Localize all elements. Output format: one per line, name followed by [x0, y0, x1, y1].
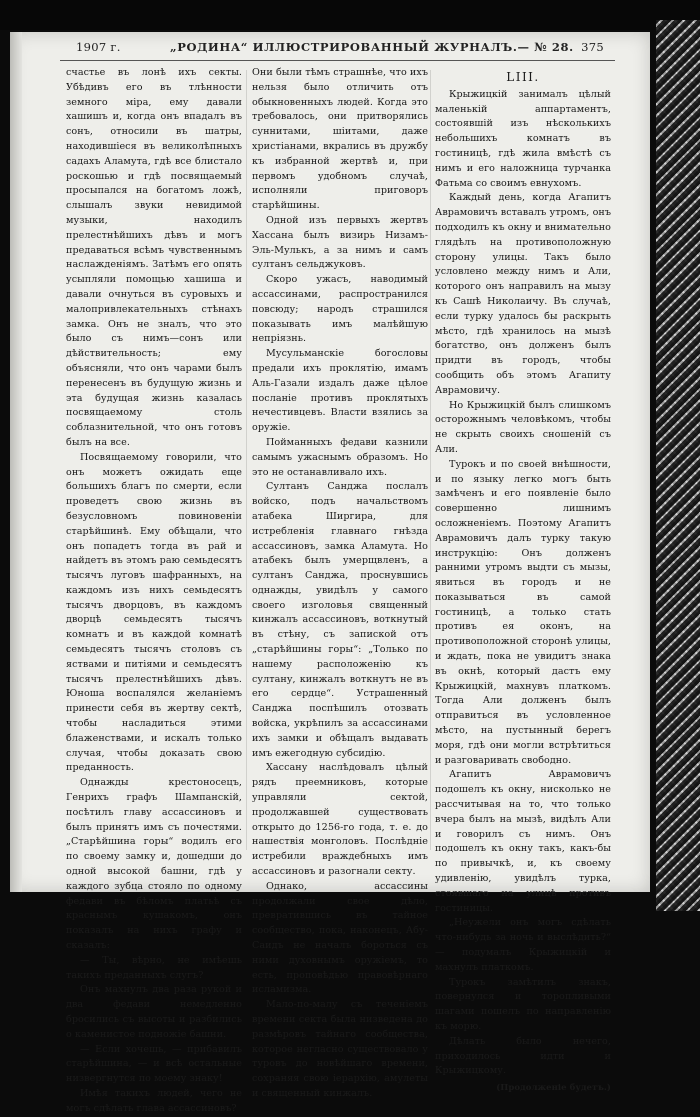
paragraph: — Если хочешь, — прибавилъ старѣйшина, — и всѣ остальные низвергнутся по моему знаку! [66, 1043, 242, 1085]
paragraph: Онъ махнулъ два раза рукой и два федави немедленно бросились съ высоты и разбились о каменистое подножіе башни. [66, 984, 242, 1040]
column-separator [246, 70, 247, 850]
text-column-2 [252, 66, 428, 1102]
paragraph: Агапитъ Аврамовичъ подошелъ къ окну, нисколько не рассчитывая на то, что только вчера былъ на мызѣ, видѣлъ Али и говорилъ съ нимъ. Онъ подошелъ къ окну такъ, какъ-бы по привычкѣ, и, къ своему удивленію, увидѣлъ турка, стоявшаго на улицѣ противъ гостиницы. [435, 769, 611, 914]
paragraph: Но Крыжицкій былъ слишкомъ осторожнымъ человѣкомъ, чтобы не скрыть своихъ сношеній съ Али. [435, 399, 611, 455]
header-year: 1907 г. [76, 40, 121, 54]
paragraph: Турокъ и по своей внѣшности, и по языку легко могъ быть замѣченъ и его появленіе было совершенно лишнимъ осложненіемъ. Поэтому Агапитъ Аврамовичъ далъ турку такую инструкцію: Онъ долженъ ранними утромъ выдти съ мызы, явиться въ городъ и не показываться въ самой гостиницѣ, а только стать противъ ея оконъ, на противоположной сторонѣ улицы, и ждать, пока не увидитъ знака въ окнѣ, который дастъ ему Крыжицкій, махнувъ платкомъ. Тогда Али долженъ былъ отправиться въ условленное мѣсто, на пустынный берегъ моря, гдѣ они могли встрѣтиться и разговаривать свободно. [435, 458, 611, 766]
text-column-1 [66, 66, 242, 1117]
paragraph: счастье въ лонѣ ихъ секты. Убѣдивъ его въ тлѣнности земного міра, ему давали хашишъ и, когда онъ впадалъ въ сонъ, относили въ шатры, находившіеся въ великолѣпныхъ садахъ Аламута, гдѣ все блистало роскошью и гдѣ посвящаемый просыпался на богатомъ ложѣ, слышалъ звуки невидимой музыки, находилъ прелестнѣйшихъ дѣвъ и могъ предаваться всѣмъ чувственнымъ наслажденіямъ. Затѣмъ его опять усыпляли помощью хашиша и давали очнуться въ суровыхъ и малопривлекательныхъ стѣнахъ замка. Онъ не зналъ, что это было съ нимъ—сонъ или дѣйствительность; ему объясняли, что онъ чарами былъ перенесенъ въ будущую жизнь и эта будущая жизнь казалась посвящаемому столь соблазнительной, что онъ готовъ былъ на все. [66, 67, 242, 448]
paragraph: Мало-по-малу съ теченіемъ времени секта была низведена до размѣровъ тайнаго сообщества, которое негласно существовало у туровъ до новѣйшаго времени, сохраняя свою іерархію, амулеты и священный кинжалъ. [252, 999, 428, 1099]
page-gutter [10, 32, 22, 892]
text-column-3 [435, 66, 611, 1096]
paragraph: Мусульманскіе богословы предали ихъ проклятію, имамъ Аль-Газали издалъ даже цѣлое посланіе противъ проклятыхъ нечестивцевъ. Власти взялись за оружіе. [252, 348, 428, 434]
paragraph: Имѣя такихъ людей, чего не могъ сдѣлать глава ассассиновъ? [66, 1087, 242, 1114]
paragraph: Однако, ассассины продолжали свое дѣло, превратившись въ тайное сообщество, пока, наконецъ, Абу-Саидъ не началъ бороться съ ними духовнымъ оружіемъ, то есть, проповѣдью правовѣрнаго исламизма. [252, 880, 428, 996]
book-cover-pattern-edge [656, 20, 700, 911]
page-number: 375 [581, 40, 604, 54]
header-journal-title: „РОДИНА“ ИЛЛЮСТРИРОВАННЫЙ ЖУРНАЛЪ.— № 28. [170, 40, 574, 54]
header-rule [60, 60, 615, 61]
paragraph: Каждый день, когда Агапитъ Аврамовичъ вставалъ утромъ, онъ подходилъ къ окну и внимательно глядѣлъ на противоположную сторону улицы. Такъ было условлено между нимъ и Али, которого онъ направилъ на мызу къ Сашѣ Николаичу. Въ случаѣ, если турку удалось бы раскрыть мѣсто, гдѣ хранилось на мызѣ богатство, онъ долженъ былъ придти въ городъ, чтобы сообщить объ этомъ Агапиту Аврамовичу. [435, 192, 611, 396]
scan-background-top [0, 0, 700, 30]
paragraph: Хассану наслѣдовалъ цѣлый рядъ преемниковъ, которые управляли сектой, продолжавшей существовать открыто до 1256-го года, т. е. до нашествія монголовъ. Послѣдніе истребили враждебныхъ имъ ассассиновъ и разогнали секту. [252, 762, 428, 878]
paragraph: — Ты, вѣрно, не имѣешь такихъ преданныхъ слугъ? [66, 954, 242, 981]
paragraph: „Неужели онъ могъ сдѣлать что-нибудь за ночь и выслѣдить?“ — подумалъ Крыжицкій и махнулъ платкомъ. [435, 917, 611, 973]
paragraph: Однажды крестоносецъ, Генрихъ графъ Шампанскій, посѣтилъ главу ассассиновъ и былъ принятъ имъ съ почестями. „Старѣйшина горы“ водилъ его по своему замку и, дошедши до одной высокой башни, гдѣ у каждого зубца стояло по одному федави въ бѣломъ платьѣ съ краснымъ кушакомъ, онъ показалъ на нихъ графу и сказалъ: [66, 777, 242, 952]
paragraph: Посвящаемому говорили, что онъ можетъ ожидать еще большихъ благъ по смерти, если проведетъ свою жизнь въ безусловномъ повиновеніи старѣйшинѣ. Ему обѣщали, что онъ попадетъ тогда въ рай и найдетъ въ этомъ раю семьдесятъ тысячъ луговъ шафранныхъ, на каждомъ изъ нихъ семьдесятъ тысячъ дворцовъ, въ каждомъ дворцѣ семьдесятъ тысячъ комнатъ и въ каждой комнатѣ семьдесятъ тысячъ столовъ съ яствами и питіями и семьдесятъ тысячъ прелестнѣйшихъ дѣвъ. Юноша воспалялся желаніемъ принести себя въ жертву сектѣ, чтобы насладиться этими блаженствами, и искалъ только случая, чтобы доказать свою преданность. [66, 451, 242, 774]
to-be-continued-note: (Продолженіе будетъ.) [496, 1083, 611, 1094]
paragraph: Они были тѣмъ страшнѣе, что ихъ нельзя было отличить отъ обыкновенныхъ людей. Когда это требовалось, они притворялись суннитами, шіитами, даже христіанами, вкрались въ дружбу къ избранной жертвѣ и, при первомъ удобномъ случаѣ, исполняли приговоръ старѣйшины. [252, 67, 428, 212]
paragraph: Султанъ Санджа послалъ войско, подъ начальствомъ атабека Ширгира, для истребленія главнаго гнѣзда ассассиновъ, замка Аламута. Но атабекъ былъ умерщвленъ, а султанъ Санджа, проснувшись однажды, увидѣлъ у самого своего изголовья священный кинжалъ ассассиновъ, воткнутый въ стѣну, съ запиской отъ „старѣйшины горы“: „Только по нашему расположенію къ султану, кинжалъ воткнутъ не въ его сердце“. Устрашенный Санджа поспѣшилъ отозвать войска, укрѣпилъ за ассассинами ихъ замки и обѣщалъ выдавать имъ ежегодную субсидію. [252, 481, 428, 759]
column-separator [430, 70, 431, 850]
running-header [58, 40, 614, 62]
paragraph: Одной изъ первыхъ жертвъ Хассана былъ визирь Низамъ-Эль-Мулькъ, а за нимъ и самъ султанъ сельджуковъ. [252, 214, 428, 271]
paragraph: Пойманныхъ федави казнили самымъ ужаснымъ образомъ. Но это не останавливало ихъ. [252, 436, 428, 478]
chapter-body [435, 88, 611, 1079]
paragraph: Крыжицкій занималъ цѣлый маленькій аппартаментъ, состоявшій изъ нѣсколькихъ небольшихъ комнатъ въ гостиницѣ, гдѣ жила вмѣстѣ съ нимъ и его наложница турчанка Фатьма со своимъ евнухомъ. [435, 88, 611, 189]
paragraph: Турокъ замѣтилъ знакъ, повернулся и торопливыми шагами пошелъ по направленію къ морю. [435, 976, 611, 1032]
paragraph: Дѣлать было нечего, приходилось идти и Крыжицкому. [435, 1035, 611, 1077]
paragraph: Скоро ужасъ, наводимый ассассинами, распространился повсюду; народъ страшился показывать имъ малѣйшую непріязнь. [252, 274, 428, 345]
chapter-heading: LIII. [506, 70, 540, 84]
